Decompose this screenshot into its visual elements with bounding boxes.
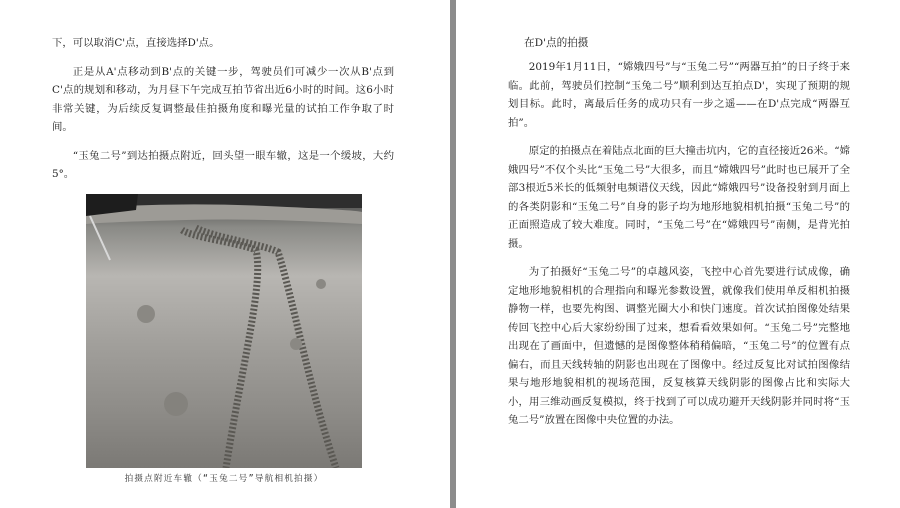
crater-4	[316, 279, 326, 289]
crater-2	[290, 338, 302, 350]
figure-caption: 拍摄点附近车辙（“玉兔二号”导航相机拍摄）	[124, 473, 324, 484]
right-paragraph-2: 原定的拍摄点在着陆点北面的巨大撞击坑内，它的直径接近26米。“嫦娥四号”不仅个头比“玉兔二号”大很多，而且“嫦娥四号”此时也已展开了全部3根近5米长的低频射电频谱仪天线，因此“嫦娥四号”设备投射到月面上的各类阴影和“玉兔二号”自身的影子均为地形地貌相机拍摄“玉兔二号”的正面照造成了较大难度。同时，“玉兔二号”在“嫦娥四号”南侧，是背光拍摄。	[508, 145, 850, 250]
right-paragraph-3: 为了拍摄好“玉兔二号”的卓越风姿，飞控中心首先要进行试成像，确定地形地貌相机的合理指向和曝光参数设置，就像我们使用单反相机拍摄静物一样，也要先构图、调整光圈大小和快门速度。首次试拍图像处结果传回飞控中心后大家纷纷围了过来，想看看效果如何。“玉兔二号”完整地出现在了画面中，但遗憾的是图像整体稍稍偏暗，“玉兔二号”的位置有点偏右，而且天线转轴的阴影也出现在了图像中。经过反复比对试拍图像结果与地形地貌相机的视场范围，反复核算天线阴影的图像占比和实际大小，用三维动画反复模拟，终于找到了可以成功避开天线阴影并同时将“玉兔二号”放置在图像中央位置的办法。	[508, 266, 850, 426]
left-paragraph-3: “玉兔二号”到达拍摄点附近，回头望一眼车辙，这是一个缓坡，大约5°。	[52, 149, 394, 180]
crater-3	[164, 392, 188, 416]
track-left	[182, 230, 258, 468]
lunar-rover-tracks-photo	[86, 194, 362, 468]
crater-1	[137, 305, 155, 323]
right-page	[456, 0, 900, 508]
photo-illustration	[86, 194, 362, 468]
left-paragraph-2: 正是从A'点移动到B'点的关键一步，驾驶员们可减少一次从B'点到C'点的规划和移动，为月昼下午完成互拍节省出近6小时的时间。这6小时非常关键，为后续反复调整最佳拍摄角度和曝光量的试拍工作争取了时间。	[52, 65, 394, 133]
figure	[52, 194, 394, 484]
track-right	[196, 228, 336, 468]
right-paragraph-1: 2019年1月11日，“嫦娥四号”与“玉兔二号”“两器互拍”的日子终于来临。此前，驾驶员们控制“玉兔二号”顺利到达互拍点D'，实现了预期的规划目标。此时，离最后任务的成功只有一步之遥——在D'点完成“两器互拍”。	[508, 61, 850, 129]
section-heading: 在D'点的拍摄	[524, 37, 589, 49]
left-paragraph-1: 下，可以取消C'点，直接选择D'点。	[52, 37, 220, 49]
